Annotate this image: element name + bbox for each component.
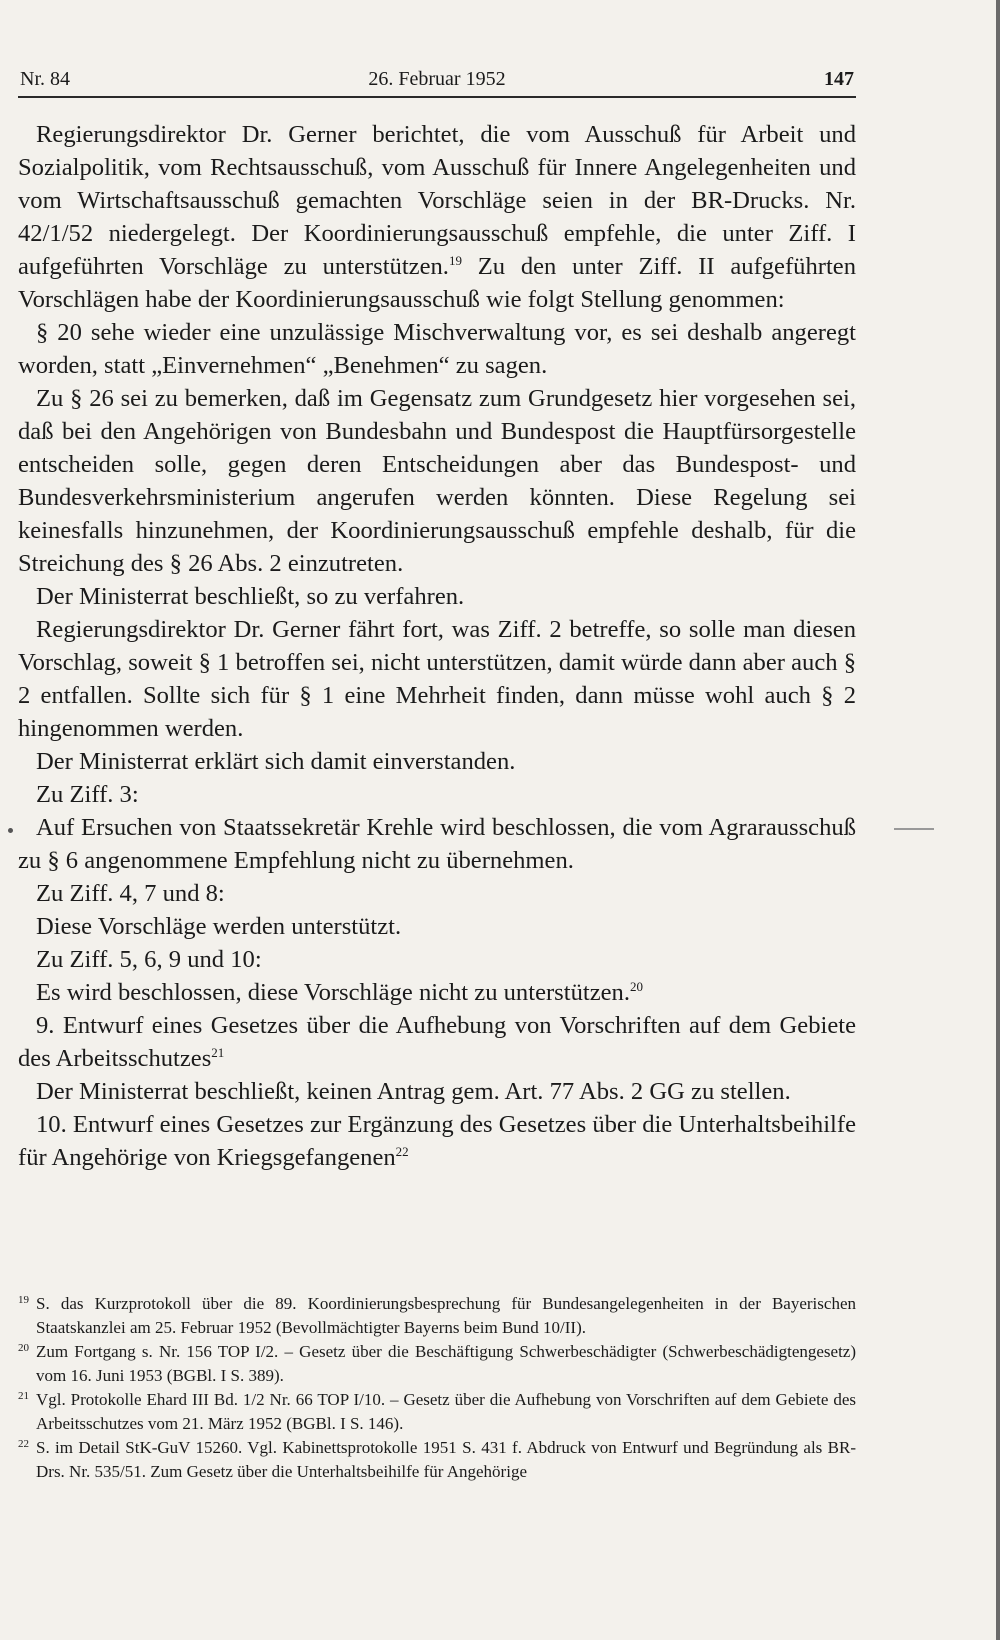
paragraph-decision-art-77: Der Ministerrat beschließt, keinen Antrag gem. Art. 77 Abs. 2 GG zu stellen. — [36, 1078, 791, 1105]
footnote-ref-21: 21 — [211, 1044, 225, 1060]
footnote-19: 19 S. das Kurzprotokoll über die 89. Koordinierungsbesprechung für Bundesangelegenheiten in der Bayerischen Staatskanzlei am 25. Februar 1952 (Bevollmächtigter Bayerns beim Bund 10/II). — [18, 1292, 856, 1340]
paragraph-ziff-4-7-8-heading: Zu Ziff. 4, 7 und 8: — [36, 880, 225, 907]
footnote-22: 22 S. im Detail StK-GuV 15260. Vgl. Kabinettsprotokolle 1951 S. 431 f. Abdruck von Entwurf und Begründung als BR-Drs. Nr. 535/51. Zum Gesetz über die Unterhaltsbeihilfe für Angehörige — [18, 1436, 856, 1484]
paragraph-section-20: § 20 sehe wieder eine unzulässige Mischverwaltung vor, es sei deshalb angeregt worden, statt „Einvernehmen“ „Benehmen“ zu sagen. — [18, 319, 856, 379]
document-number: Nr. 84 — [20, 68, 70, 90]
paragraph-ziff-3-heading: Zu Ziff. 3: — [36, 781, 139, 808]
main-text — [18, 118, 856, 1174]
paragraph-ziff-5-6-9-10-heading: Zu Ziff. 5, 6, 9 und 10: — [36, 946, 262, 973]
agenda-item-10: 10. Entwurf eines Gesetzes zur Ergänzung des Gesetzes über die Unterhaltsbeihilfe für Angehörige von Kriegsgefangenen$^{22}$ — [18, 1111, 856, 1171]
footnote-number: 21 — [18, 1390, 29, 1402]
paragraph-gerner-report: Regierungsdirektor Dr. Gerner berichtet, die vom Ausschuß für Arbeit und Sozialpolitik, vom Rechtsausschuß, vom Ausschuß für Innere Angelegenheiten und vom Wirtschaftsausschuß gemachten Vorschläge seien in der BR-Drucks. Nr. 42/1/52 niedergelegt. Der Koordinierungsausschuß empfehle, die unter Ziff. I aufgeführten Vorschläge zu unterstützen.$^{19}$ Zu den unter Ziff. II aufgeführten Vorschlägen habe der Koordinierungsausschuß wie folgt Stellung genommen: — [18, 121, 856, 313]
footnote-21: 21 Vgl. Protokolle Ehard III Bd. 1/2 Nr. 66 TOP I/10. – Gesetz über die Aufhebung von Vorschriften auf dem Gebiete des Arbeitsschutzes vom 21. März 1952 (BGBl. I S. 146). — [18, 1388, 856, 1436]
paragraph-krehle: Auf Ersuchen von Staatssekretär Krehle wird beschlossen, die vom Agrarausschuß zu § 6 angenommene Empfehlung nicht zu übernehmen. — [18, 814, 856, 874]
agenda-item-9: 9. Entwurf eines Gesetzes über die Aufhebung von Vorschriften auf dem Gebiete des Arbeitsschutzes$^{21}$ — [18, 1012, 856, 1072]
footnote-number: 19 — [18, 1294, 29, 1306]
running-header — [18, 62, 856, 98]
footnote-number: 22 — [18, 1438, 29, 1450]
paragraph-decision-2: Der Ministerrat erklärt sich damit einverstanden. — [36, 748, 516, 775]
footnotes — [18, 1292, 856, 1484]
footnote-20: 20 Zum Fortgang s. Nr. 156 TOP I/2. – Gesetz über die Beschäftigung Schwerbeschädigter (Schwerbeschädigtengesetz) vom 16. Juni 1953 (BGBl. I S. 389). — [18, 1340, 856, 1388]
paragraph-supported: Diese Vorschläge werden unterstützt. — [36, 913, 402, 940]
page-edge-shadow — [996, 0, 1000, 1640]
paragraph-not-supported: Es wird beschlossen, diese Vorschläge nicht zu unterstützen.$^{20}$ — [36, 978, 643, 1006]
margin-mark — [894, 828, 934, 830]
footnote-number: 20 — [18, 1342, 29, 1354]
paragraph-decision-1: Der Ministerrat beschließt, so zu verfahren. — [36, 583, 465, 610]
header-date: 26. Februar 1952 — [368, 68, 506, 90]
footnote-ref-19: 19 — [448, 252, 462, 268]
page-number: 147 — [824, 68, 854, 90]
paragraph-gerner-continues: Regierungsdirektor Dr. Gerner fährt fort, was Ziff. 2 betreffe, so solle man diesen Vorschlag, soweit § 1 betroffen sei, nicht unterstützen, damit würde dann aber auch § 2 entfallen. Sollte sich für § 1 eine Mehrheit finden, dann müsse wohl auch § 2 hingenommen werden. — [18, 616, 856, 742]
paragraph-section-26: Zu § 26 sei zu bemerken, daß im Gegensatz zum Grundgesetz hier vorgesehen sei, daß bei den Angehörigen von Bundesbahn und Bundespost die Hauptfürsorgestelle entscheiden solle, gegen deren Entscheidungen aber das Bundespost- und Bundesverkehrsministerium angerufen werden könnten. Diese Regelung sei keinesfalls hinzunehmen, der Koordinierungsausschuß empfehle deshalb, für die Streichung des § 26 Abs. 2 einzutreten. — [18, 385, 856, 577]
footnote-ref-22: 22 — [395, 1143, 409, 1159]
footnote-ref-20: 20 — [629, 978, 643, 994]
margin-dot — [8, 828, 13, 833]
